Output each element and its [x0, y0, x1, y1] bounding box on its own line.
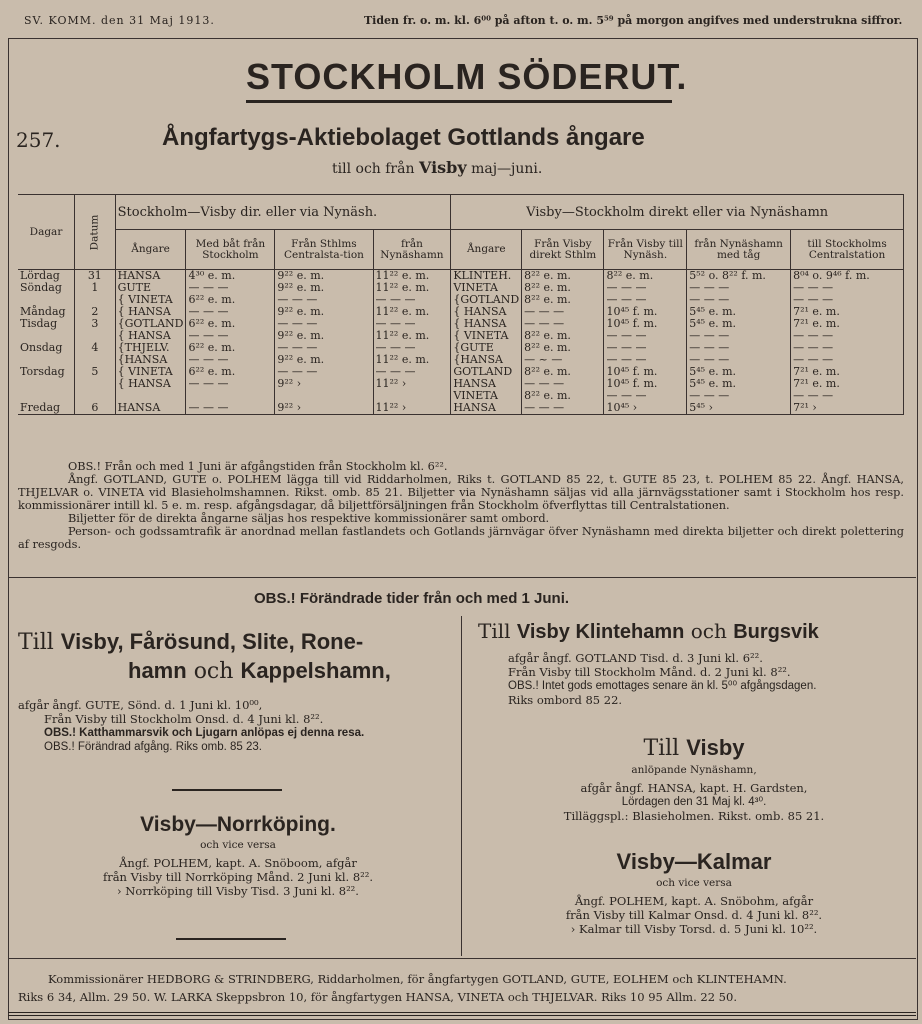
cell: 8²² e. m.	[522, 330, 604, 342]
norrkoping-heading: Visby—Norrköping.	[140, 813, 336, 836]
cell: — — —	[791, 342, 904, 354]
cell: — — —	[604, 390, 687, 402]
row-date	[75, 378, 116, 390]
cell: { HANSA	[451, 306, 522, 318]
bottom-rule	[8, 1012, 916, 1016]
row-day: Torsdag	[18, 366, 75, 378]
row-date: 31	[75, 270, 116, 283]
cell: {GOTLAND	[451, 294, 522, 306]
left-line-1: afgår ångf. GUTE, Sönd. d. 1 Juni kl. 10⁰⁰,	[18, 698, 263, 712]
cell: — — —	[687, 282, 791, 294]
row-day: Tisdag	[18, 318, 75, 330]
visby-line-3: Tilläggspl.: Blasieholmen. Rikst. omb. 85 21.	[563, 809, 825, 823]
cell: HANSA	[115, 402, 186, 415]
cell: — — —	[791, 390, 904, 402]
cell: — — —	[275, 366, 373, 378]
cell: — — —	[522, 402, 604, 415]
col-header-5: Från Visby direkt Sthlm	[522, 230, 604, 270]
cell: {THJELV.	[115, 342, 186, 354]
cell: 5⁵² o. 8²² f. m.	[687, 270, 791, 283]
header-datum: Datum	[75, 195, 116, 270]
left-line-4: OBS.! Förändrad afgång. Riks omb. 85 23.	[44, 741, 262, 753]
cell: 7²¹ ›	[791, 402, 904, 415]
cell: 11²² e. m.	[373, 354, 451, 366]
norrkoping-line-1: Ångf. POLHEM, kapt. A. Snöboom, afgår	[119, 856, 357, 870]
page-title: STOCKHOLM SÖDERUT.	[246, 56, 688, 97]
cell: — — —	[687, 330, 791, 342]
cell: — — —	[687, 342, 791, 354]
cell: 10⁴⁵ f. m.	[604, 378, 687, 390]
header-right: Tiden fr. o. m. kl. 6⁰⁰ på afton t. o. m. 5⁵⁹ på morgon angifves med understrukna siffror.	[364, 14, 903, 27]
cell: HANSA	[451, 402, 522, 415]
cell: — — —	[186, 306, 275, 318]
footer-line-1: Kommissionärer HEDBORG & STRINDBERG, Riddarholmen, för ångfartygen GOTLAND, GUTE, EOLHEM och KLINTEHAMN.	[48, 972, 787, 986]
kalmar-line-1: Ångf. POLHEM, kapt. A. Snöbohm, afgår	[574, 894, 814, 908]
item-number: 257.	[16, 128, 61, 152]
cell: — — —	[522, 306, 604, 318]
right-line-4: Riks ombord 85 22.	[508, 693, 623, 707]
timetable	[18, 194, 904, 415]
cell: — — —	[522, 318, 604, 330]
left-rule-2	[176, 938, 286, 940]
cell: {HANSA	[115, 354, 186, 366]
cell: 7²¹ e. m.	[791, 378, 904, 390]
left-heading: Till Visby, Fårösund, Slite, Rone- hamn och Kappelshamn,	[18, 629, 391, 684]
cell: 9²² ›	[275, 378, 373, 390]
row-date: 1	[75, 282, 116, 294]
cell: { HANSA	[115, 330, 186, 342]
cell: 10⁴⁵ ›	[604, 402, 687, 415]
cell: { VINETA	[451, 330, 522, 342]
kalmar-heading: Visby—Kalmar	[616, 849, 772, 874]
row-day: Söndag	[18, 282, 75, 294]
cell: 5⁴⁵ e. m.	[687, 306, 791, 318]
norrkoping-line-3: › Norrköping till Visby Tisd. 3 Juni kl. 8²².	[117, 884, 359, 898]
note-3: Biljetter för de direkta ångarne säljas hos respektive kommissionärer samt ombord.	[68, 512, 550, 525]
cell: 6²² e. m.	[186, 342, 275, 354]
cell: 7²¹ e. m.	[791, 366, 904, 378]
kalmar-sub: och vice versa	[656, 877, 732, 889]
left-column	[18, 628, 448, 754]
separator	[8, 577, 916, 578]
cell: 8⁰⁴ o. 9⁴⁶ f. m.	[791, 270, 904, 283]
cell: VINETA	[451, 390, 522, 402]
cell: — — —	[687, 294, 791, 306]
norrkoping-line-2: från Visby till Norrköping Månd. 2 Juni kl. 8²².	[102, 870, 374, 884]
cell: — ~ —	[522, 354, 604, 366]
cell: { VINETA	[115, 294, 186, 306]
note-1: OBS.! Från och med 1 Juni är afgångstiden från Stockholm kl. 6²².	[68, 460, 448, 473]
visby-sub: anlöpande Nynäshamn,	[631, 764, 757, 776]
visby-line-1: afgår ångf. HANSA, kapt. H. Gardsten,	[580, 781, 808, 795]
cell: — — —	[791, 354, 904, 366]
cell: KLINTEH.	[451, 270, 522, 283]
cell: 8²² e. m.	[522, 294, 604, 306]
header-left: SV. KOMM. den 31 Maj 1913.	[24, 14, 215, 27]
cell: 9²² e. m.	[275, 306, 373, 318]
cell: — — —	[791, 330, 904, 342]
table-row	[18, 402, 904, 415]
cell: — — —	[687, 354, 791, 366]
row-day: Måndag	[18, 306, 75, 318]
cell: 8²² e. m.	[522, 282, 604, 294]
row-day: Fredag	[18, 402, 75, 415]
company-heading: Ångfartygs-Aktiebolaget Gottlands ångare	[162, 124, 645, 151]
company-subheading	[332, 158, 542, 177]
cell: 7²¹ e. m.	[791, 306, 904, 318]
cell: {HANSA	[451, 354, 522, 366]
col-header-1: Med båt från Stockholm	[186, 230, 275, 270]
company-sub-bold: Visby	[418, 158, 467, 177]
visby-section	[478, 734, 910, 823]
cell: GOTLAND	[451, 366, 522, 378]
cell: GUTE	[115, 282, 186, 294]
cell: 11²² ›	[373, 402, 451, 415]
title-underline	[246, 100, 672, 103]
cell: 10⁴⁵ f. m.	[604, 318, 687, 330]
row-date: 3	[75, 318, 116, 330]
cell: — — —	[186, 330, 275, 342]
cell: {GOTLAND	[115, 318, 186, 330]
group-right: Visby—Stockholm direkt eller via Nynäshamn	[451, 195, 904, 230]
obs-heading: OBS.! Förändrade tider från och med 1 Juni.	[254, 590, 570, 607]
cell: — — —	[604, 354, 687, 366]
left-rule-1	[172, 789, 282, 791]
col-header-6: Från Visby till Nynäsh.	[604, 230, 687, 270]
left-line-2: Från Visby till Stockholm Onsd. d. 4 Juni kl. 8²².	[44, 712, 324, 726]
cell: { HANSA	[115, 306, 186, 318]
kalmar-line-2: från Visby till Kalmar Onsd. d. 4 Juni kl. 8²².	[565, 908, 823, 922]
cell: HANSA	[115, 270, 186, 283]
cell: 9²² e. m.	[275, 282, 373, 294]
cell: { HANSA	[115, 378, 186, 390]
left-line-3: OBS.! Katthammarsvik och Ljugarn anlöpas ej denna resa.	[44, 727, 365, 739]
cell: — — —	[373, 342, 451, 354]
cell: — — —	[275, 318, 373, 330]
cell: 4³⁰ e. m.	[186, 270, 275, 283]
row-day: Lördag	[18, 270, 75, 283]
cell: — — —	[604, 330, 687, 342]
norrkoping-sub: och vice versa	[200, 839, 276, 851]
note-2: Ångf. GOTLAND, GUTE o. POLHEM lägga till vid Riddarholmen, Riks t. GOTLAND 85 22, t. GUTE 85 23, t. POLHEM 85 22. Ångf. HANSA, THJELVAR o. VINETA vid Blasieholmshamnen. Rikst. omb. 85 21. Biljetter via Nynäshamn säljas vid alla järnvägsstationer samt i Stockholm hos resp. kommissionärer intill kl. 5 e. m. resp. afgångsdagar, då biljettförsäljningen från Stockholm öfverflyttas till Centralstationen.	[18, 473, 904, 512]
row-date: 6	[75, 402, 116, 415]
row-date: 2	[75, 306, 116, 318]
cell: — — —	[186, 282, 275, 294]
header-dagar: Dagar	[18, 195, 75, 270]
col-header-8: till Stockholms Centralstation	[791, 230, 904, 270]
cell: 6²² e. m.	[186, 318, 275, 330]
footer-separator	[8, 958, 916, 959]
cell: 11²² e. m.	[373, 306, 451, 318]
footer-line-2: Riks 6 34, Allm. 29 50. W. LARKA Skeppsbron 10, för ångfartygen HANSA, VINETA och THJELVAR. Riks 10 95 Allm. 22 50.	[18, 990, 737, 1004]
row-day	[18, 378, 75, 390]
cell: — — —	[522, 378, 604, 390]
cell: 5⁴⁵ e. m.	[687, 378, 791, 390]
cell: 5⁴⁵ ›	[687, 402, 791, 415]
cell: 11²² e. m.	[373, 270, 451, 283]
col-header-7: från Nynäshamn med tåg	[687, 230, 791, 270]
cell: 9²² e. m.	[275, 270, 373, 283]
cell: 5⁴⁵ e. m.	[687, 318, 791, 330]
cell: — — —	[186, 354, 275, 366]
cell: {GUTE	[451, 342, 522, 354]
cell: — — —	[791, 282, 904, 294]
right-heading: Till Visby Klintehamn och Burgsvik	[478, 619, 819, 643]
cell: — — —	[275, 294, 373, 306]
notes	[18, 460, 904, 551]
cell: — — —	[791, 294, 904, 306]
cell: 11²² e. m.	[373, 282, 451, 294]
cell: 8²² e. m.	[604, 270, 687, 283]
col-header-3: från Nynäshamn	[373, 230, 451, 270]
cell: 9²² e. m.	[275, 354, 373, 366]
cell: — — —	[275, 342, 373, 354]
cell: 6²² e. m.	[186, 294, 275, 306]
right-line-3: OBS.! Intet gods emottages senare än kl. 5⁰⁰ afgångsdagen.	[508, 680, 817, 692]
right-line-1: afgår ångf. GOTLAND Tisd. d. 3 Juni kl. 6²².	[508, 651, 763, 665]
company-sub-pre: till och från	[332, 161, 415, 177]
col-header-0: Ångare	[115, 230, 186, 270]
cell: 11²² ›	[373, 378, 451, 390]
column-divider	[461, 616, 462, 956]
cell: 9²² ›	[275, 402, 373, 415]
cell: 8²² e. m.	[522, 390, 604, 402]
cell: 10⁴⁵ f. m.	[604, 306, 687, 318]
footer	[18, 970, 908, 1006]
visby-heading: Till Visby	[643, 735, 745, 761]
cell: { HANSA	[451, 318, 522, 330]
cell: 9²² e. m.	[275, 330, 373, 342]
cell: VINETA	[451, 282, 522, 294]
cell: 5⁴⁵ e. m.	[687, 366, 791, 378]
page-header	[0, 0, 922, 34]
col-header-2: Från Sthlms Centralsta-tion	[275, 230, 373, 270]
cell: 10⁴⁵ f. m.	[604, 366, 687, 378]
cell: — — —	[373, 366, 451, 378]
row-day: Onsdag	[18, 342, 75, 354]
cell: HANSA	[451, 378, 522, 390]
group-left: Stockholm—Visby dir. eller via Nynäsh.	[115, 195, 451, 230]
kalmar-section	[478, 848, 910, 936]
row-date: 5	[75, 366, 116, 378]
cell: — — —	[604, 282, 687, 294]
cell: 8²² e. m.	[522, 270, 604, 283]
col-header-4: Ångare	[451, 230, 522, 270]
cell: 11²² e. m.	[373, 330, 451, 342]
cell: — — —	[373, 318, 451, 330]
cell: — — —	[604, 342, 687, 354]
cell: 8²² e. m.	[522, 342, 604, 354]
cell: 6²² e. m.	[186, 366, 275, 378]
visby-line-2: Lördagen den 31 Maj kl. 4³⁰.	[621, 796, 767, 808]
cell: { VINETA	[115, 366, 186, 378]
row-date: 4	[75, 342, 116, 354]
norrkoping-section	[18, 812, 458, 898]
cell: — — —	[186, 402, 275, 415]
right-line-2: Från Visby till Stockholm Månd. d. 2 Juni kl. 8²².	[508, 665, 791, 679]
cell: — — —	[687, 390, 791, 402]
kalmar-line-3: › Kalmar till Visby Torsd. d. 5 Juni kl. 10²².	[570, 922, 818, 936]
cell: — — —	[604, 294, 687, 306]
cell: 7²¹ e. m.	[791, 318, 904, 330]
cell: — — —	[186, 378, 275, 390]
cell: — — —	[373, 294, 451, 306]
note-4: Person- och godssamtrafik är anordnad mellan fastlandets och Gotlands järnvägar öfver Nynäshamn med direkta biljetter och direkt polettering af resgods.	[18, 525, 904, 551]
right-column	[478, 618, 910, 707]
company-sub-post: maj—juni.	[471, 161, 543, 177]
cell: 8²² e. m.	[522, 366, 604, 378]
